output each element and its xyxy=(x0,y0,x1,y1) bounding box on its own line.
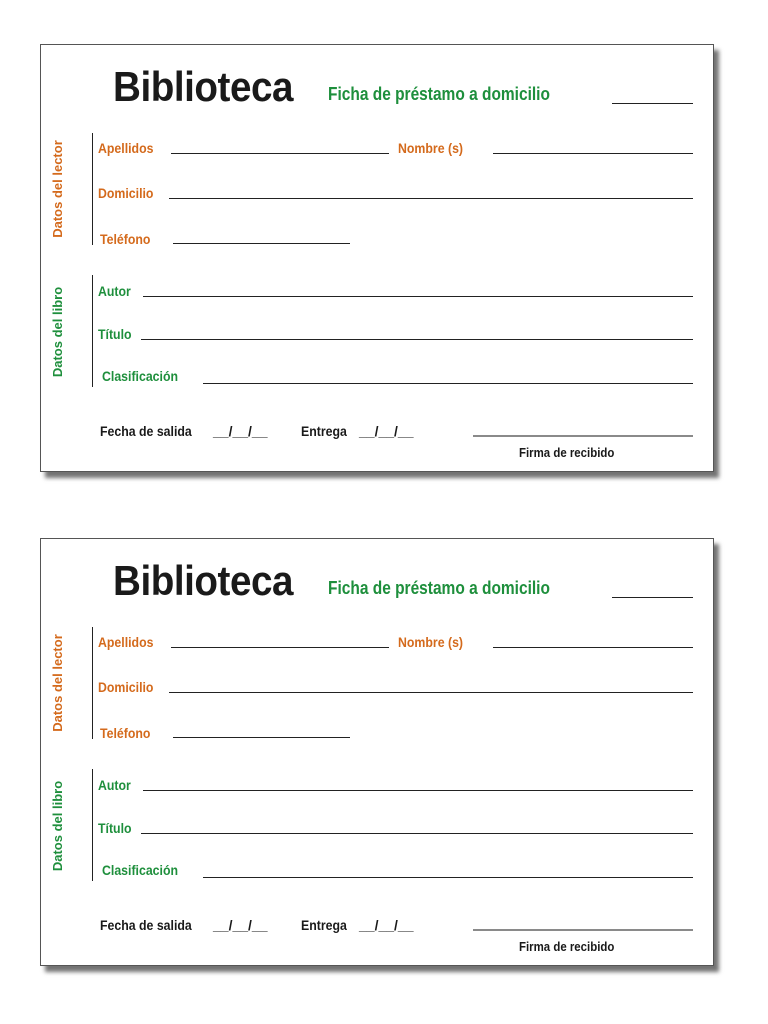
signature-label: Firma de recibido xyxy=(519,939,615,954)
signature-line[interactable] xyxy=(473,435,693,437)
field-entrega[interactable]: __/__/__ xyxy=(359,423,414,439)
label-telefono: Teléfono xyxy=(100,725,151,741)
field-fecha-salida[interactable]: __/__/__ xyxy=(213,917,268,933)
field-apellidos-line[interactable] xyxy=(171,153,389,154)
signature-line[interactable] xyxy=(473,929,693,931)
section-divider-book xyxy=(92,275,93,387)
field-apellidos-line[interactable] xyxy=(171,647,389,648)
section-divider-book xyxy=(92,769,93,881)
label-clasificacion: Clasificación xyxy=(102,368,179,384)
label-entrega: Entrega xyxy=(301,917,347,933)
section-divider-reader xyxy=(92,133,93,245)
signature-label: Firma de recibido xyxy=(519,445,615,460)
section-label-reader: Datos del lector xyxy=(50,140,65,238)
label-clasificacion: Clasificación xyxy=(102,862,179,878)
label-autor: Autor xyxy=(98,777,131,793)
label-fecha-salida: Fecha de salida xyxy=(100,423,192,439)
label-nombre: Nombre (s) xyxy=(398,634,464,650)
field-domicilio-line[interactable] xyxy=(169,198,693,199)
field-titulo-line[interactable] xyxy=(141,833,693,834)
label-nombre: Nombre (s) xyxy=(398,140,464,156)
field-telefono-line[interactable] xyxy=(173,243,350,244)
label-titulo: Título xyxy=(98,820,132,836)
field-telefono-line[interactable] xyxy=(173,737,350,738)
label-telefono: Teléfono xyxy=(100,231,151,247)
loan-card xyxy=(40,44,714,472)
field-titulo-line[interactable] xyxy=(141,339,693,340)
field-domicilio-line[interactable] xyxy=(169,692,693,693)
field-fecha-salida[interactable]: __/__/__ xyxy=(213,423,268,439)
section-divider-reader xyxy=(92,627,93,739)
label-entrega: Entrega xyxy=(301,423,347,439)
card-subtitle: Ficha de préstamo a domicilio xyxy=(328,84,550,104)
card-subtitle: Ficha de préstamo a domicilio xyxy=(328,578,550,598)
subtitle-blank-line[interactable] xyxy=(612,103,693,104)
label-titulo: Título xyxy=(98,326,132,342)
section-label-book: Datos del libro xyxy=(50,286,65,378)
field-autor-line[interactable] xyxy=(143,790,693,791)
card-title: Biblioteca xyxy=(113,63,294,110)
field-clasificacion-line[interactable] xyxy=(203,877,693,878)
label-fecha-salida: Fecha de salida xyxy=(100,917,192,933)
label-domicilio: Domicilio xyxy=(98,185,154,201)
label-apellidos: Apellidos xyxy=(98,634,154,650)
subtitle-blank-line[interactable] xyxy=(612,597,693,598)
loan-card xyxy=(40,538,714,966)
section-label-reader: Datos del lector xyxy=(50,634,65,732)
card-title: Biblioteca xyxy=(113,557,294,604)
section-label-book: Datos del libro xyxy=(50,780,65,872)
field-clasificacion-line[interactable] xyxy=(203,383,693,384)
field-entrega[interactable]: __/__/__ xyxy=(359,917,414,933)
label-apellidos: Apellidos xyxy=(98,140,154,156)
label-domicilio: Domicilio xyxy=(98,679,154,695)
label-autor: Autor xyxy=(98,283,131,299)
field-autor-line[interactable] xyxy=(143,296,693,297)
field-nombre-line[interactable] xyxy=(493,647,693,648)
field-nombre-line[interactable] xyxy=(493,153,693,154)
